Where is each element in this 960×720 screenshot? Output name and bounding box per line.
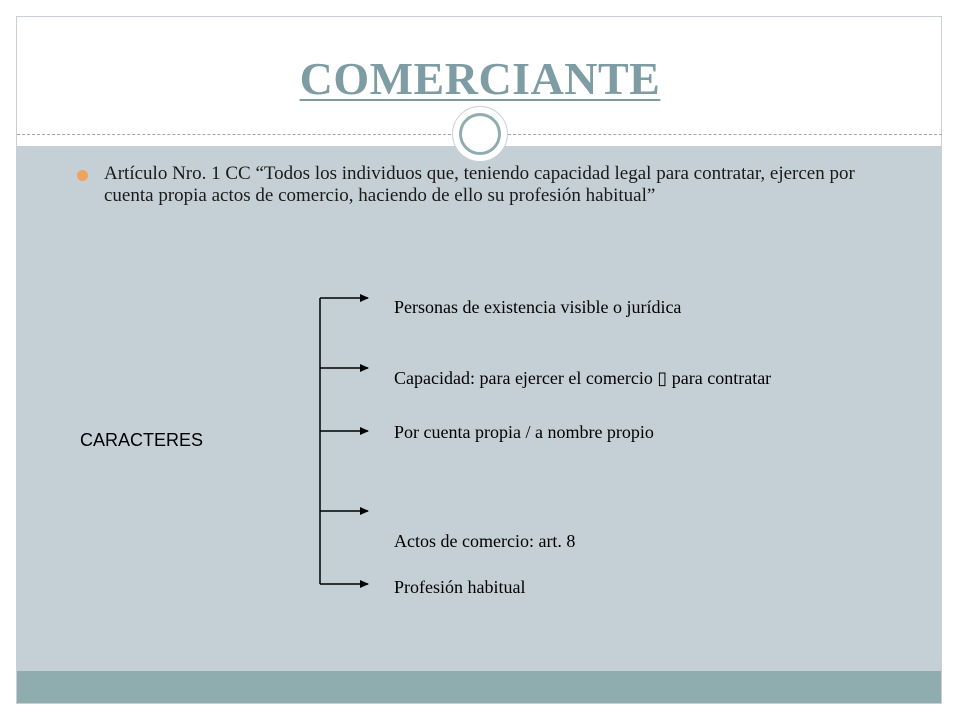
slide-title: COMERCIANTE xyxy=(299,53,661,104)
item-capacidad: Capacidad: para ejercer el comercio ▯ para contratar xyxy=(394,368,772,388)
item-actos-comercio: Actos de comercio: art. 8 xyxy=(394,531,576,551)
item-profesion-habitual: Profesión habitual xyxy=(394,577,526,597)
group-label: CARACTERES xyxy=(80,430,204,450)
article-text: Artículo Nro. 1 CC “Todos los individuos que, teniendo capacidad legal para contratar, ejercen por cuenta propia actos de comercio, haciendo de ello su profesión habitual” xyxy=(104,163,855,206)
item-personas: Personas de existencia visible o jurídica xyxy=(394,297,682,317)
item-cuenta-propia: Por cuenta propia / a nombre propio xyxy=(394,422,654,442)
